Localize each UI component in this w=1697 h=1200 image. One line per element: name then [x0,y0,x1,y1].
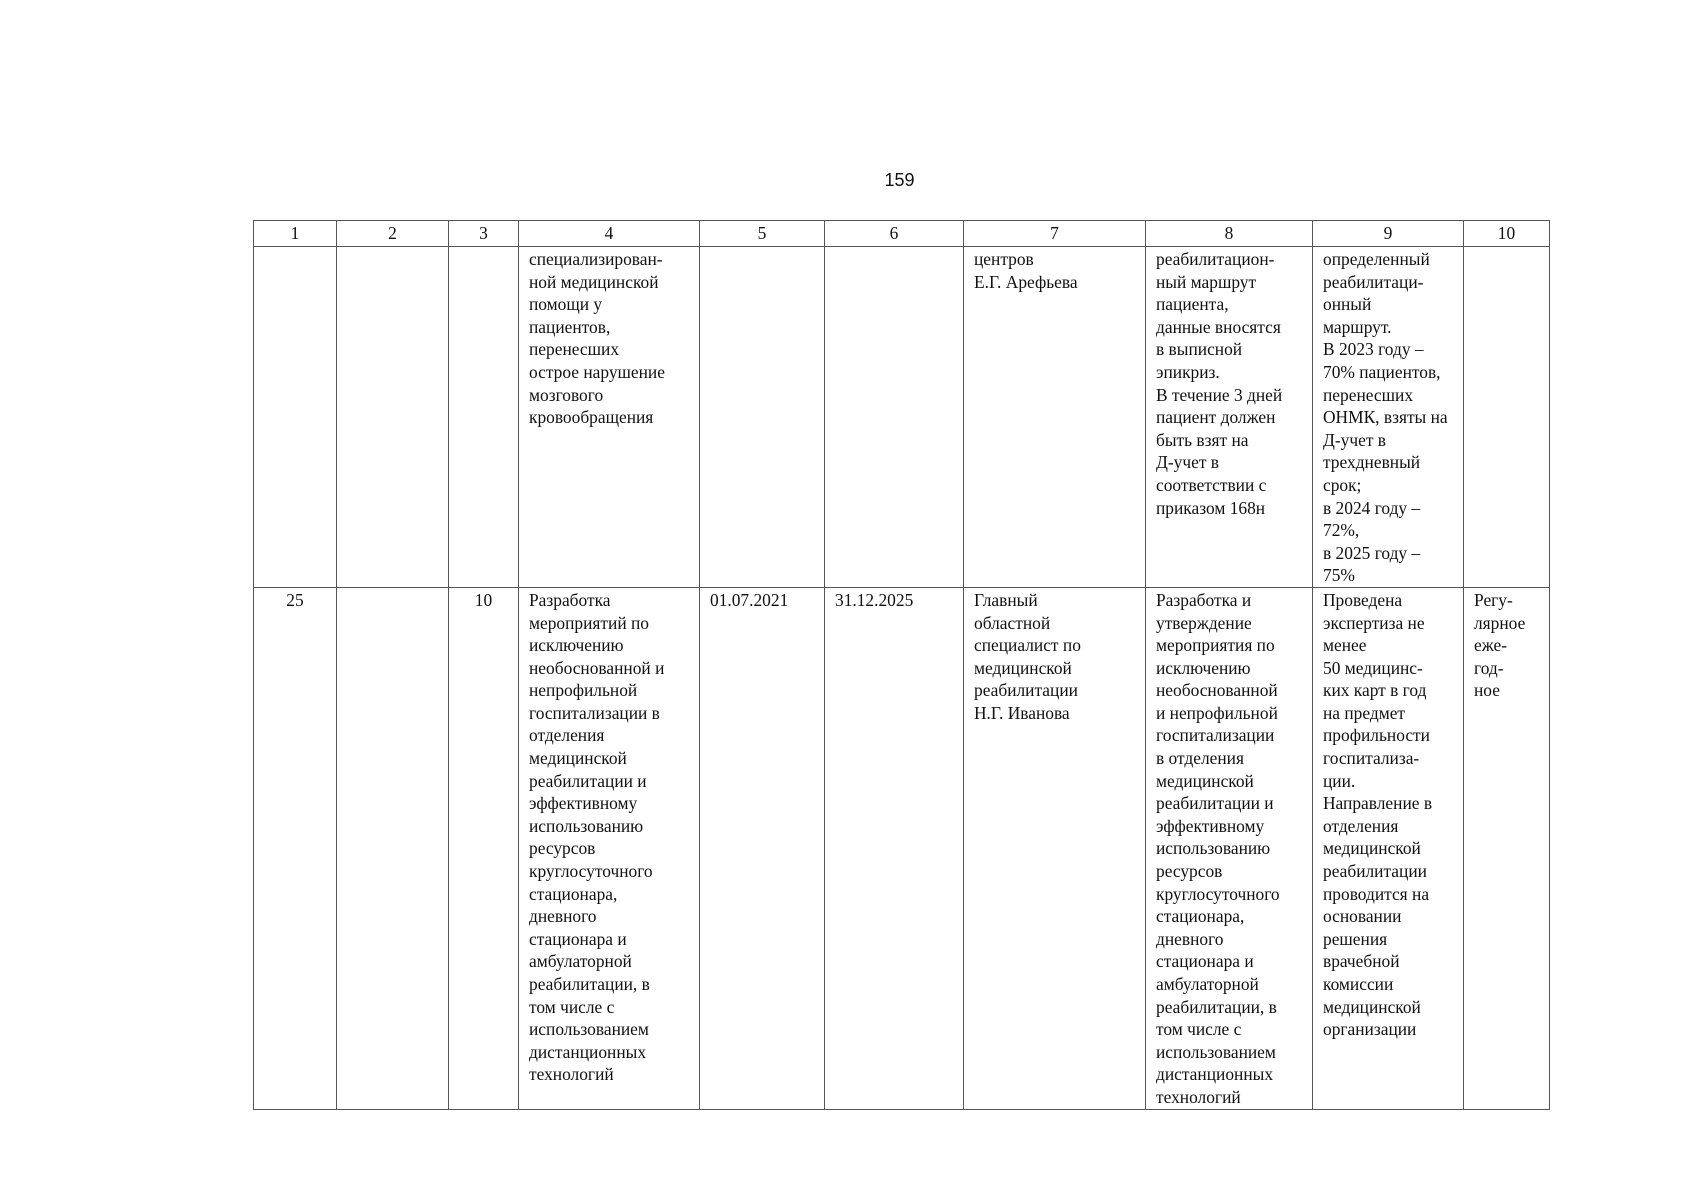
cell-text-line: данные вносятся [1156,316,1281,337]
cell-text-line: кровообращения [529,407,654,428]
cell-text-line: комиссии [1323,974,1394,994]
cell-text-line: ное [1474,680,1500,701]
cell-text-line: ресурсов [529,838,596,859]
cell-text-line: Регу- [1474,589,1513,610]
cell-text-line: госпитализа- [1323,748,1420,769]
column-number-cell: 2 [337,221,449,247]
cell-text-line: реабилитации, в [529,974,650,994]
cell-text-line: еже- [1474,635,1508,656]
table-cell-col-8 [1146,587,1313,1109]
cell-text-line: пациента, [1156,294,1229,315]
cell-text-line: необоснованной [1156,680,1278,701]
cell-text-line: перенесших [1323,384,1414,405]
cell-text-line: отделения [1323,815,1399,836]
cell-text-line: 31.12.2025 [835,589,914,610]
cell-text-line: острое нарушение [529,361,665,382]
cell-text-line: круглосуточного [1156,883,1280,904]
cell-text-line: маршрут. [1323,316,1392,337]
cell-text-line: в 2025 году – [1323,542,1421,563]
table-cell-col-3 [449,247,519,588]
column-number-cell: 5 [700,221,825,247]
cell-text-line: 72%, [1323,520,1360,541]
cell-text-line: необоснованной и [529,657,665,678]
cell-text-line: Главный [974,589,1038,610]
cell-text-line: основании [1323,906,1402,927]
cell-text-line: технологий [1156,1086,1241,1107]
cell-text-line: стационара и [529,928,627,949]
cell-text-line: медицинской [1323,996,1421,1017]
cell-text-line: госпитализации [1156,725,1275,746]
cell-text-line: реабилитации и [529,770,647,791]
cell-text-line: В течение 3 дней [1156,384,1283,405]
cell-text-line: определенный [1323,249,1430,269]
column-number-cell: 10 [1464,221,1550,247]
cell-text-line: Д-учет в [1156,452,1219,473]
cell-text-line: В 2023 году – [1323,339,1424,360]
cell-text-line: использованию [529,815,644,836]
column-number-cell: 4 [519,221,700,247]
cell-text-line: ной медицинской [529,271,659,292]
cell-text-line: стационара, [529,883,618,904]
cell-text-line: медицинской [529,748,627,769]
cell-text-line: том числе с [1156,1019,1242,1040]
cell-text-line: пациент должен [1156,407,1276,428]
cell-text-line: мероприятий по [529,612,649,633]
cell-text-line: профильности [1323,725,1430,746]
table-cell-col-8 [1146,247,1313,588]
cell-text-line: непрофильной [529,680,638,701]
cell-text-line: экспертиза не [1323,612,1425,633]
table-cell-col-9 [1313,587,1464,1109]
cell-text-line: Разработка [529,589,611,610]
table-cell-col-5 [700,247,825,588]
cell-text-line: организации [1323,1019,1417,1040]
table-cell-col-7 [964,247,1146,588]
table-cell-col-2 [337,247,449,588]
cell-text-line: решения [1323,928,1388,949]
cell-text-line: медицинской [974,657,1072,678]
cell-text-line: 70% пациентов, [1323,361,1441,382]
cell-text-line: исключению [529,635,624,656]
cell-text-line: дневного [1156,928,1224,949]
cell-text-line: технологий [529,1064,614,1085]
cell-text-line: врачебной [1323,951,1400,972]
cell-text-line: 10 [474,589,493,610]
cell-text-line: реабилитации и [1156,793,1274,814]
cell-text-line: и непрофильной [1156,702,1278,723]
cell-text-line: быть взят на [1156,429,1249,450]
column-number-row [254,221,1550,247]
column-number-cell: 8 [1146,221,1313,247]
table-cell-col-10 [1464,587,1550,1109]
cell-text-line: дневного [529,906,597,927]
cell-text-line: ции. [1323,770,1356,791]
cell-text-line: утверждение [1156,612,1252,633]
cell-text-line: трехдневный [1323,452,1421,473]
cell-text-line: онный [1323,294,1372,315]
cell-text-line: амбулаторной [529,951,632,972]
cell-text-line: использованию [1156,838,1271,859]
cell-text-line: 25 [286,589,304,610]
cell-text-line: срок; [1323,474,1362,495]
cell-text-line: пациентов, [529,316,611,337]
column-number-cell: 1 [254,221,337,247]
cell-text-line: областной [974,612,1051,633]
cell-text-line: мозгового [529,384,604,405]
column-number-cell: 7 [964,221,1146,247]
cell-text-line: эффективному [529,793,638,814]
cell-text-line: лярное [1474,612,1526,633]
cell-text-line: ный маршрут [1156,271,1257,292]
table-cell-col-1 [254,587,337,1109]
cell-text-line: эффективному [1156,815,1265,836]
cell-text-line: медицинской [1156,770,1254,791]
cell-text-line: помощи у [529,294,603,315]
cell-text-line: на предмет [1323,702,1406,723]
cell-text-line: реабилитацион- [1156,249,1275,269]
table-row [254,587,1550,1109]
cell-text-line: ресурсов [1156,861,1223,882]
cell-text-line: дистанционных [1156,1064,1274,1085]
table-cell-col-6 [825,587,964,1109]
cell-text-line: год- [1474,657,1504,678]
table-cell-col-5 [700,587,825,1109]
plan-table [253,220,1550,1110]
cell-text-line: использованием [529,1019,649,1040]
cell-text-line: амбулаторной [1156,974,1259,994]
cell-text-line: ОНМК, взяты на [1323,407,1448,428]
cell-text-line: специализирован- [529,249,663,269]
cell-text-line: том числе с [529,996,615,1017]
cell-text-line: медицинской [1323,838,1421,859]
table-cell-col-3 [449,587,519,1109]
table-cell-col-10 [1464,247,1550,588]
cell-text-line: исключению [1156,657,1251,678]
table-cell-col-1 [254,247,337,588]
page-number: 159 [884,170,915,190]
table-cell-col-6 [825,247,964,588]
cell-text-line: центров [974,249,1034,269]
cell-text-line: стационара, [1156,906,1245,927]
cell-text-line: перенесших [529,339,620,360]
cell-text-line: дистанционных [529,1041,647,1062]
cell-text-line: в выписной [1156,339,1243,360]
cell-text-line: круглосуточного [529,861,653,882]
cell-text-line: реабилитации, в [1156,996,1277,1017]
cell-text-line: Е.Г. Арефьева [974,271,1078,292]
cell-text-line: реабилитации [1323,861,1427,882]
column-number-cell: 3 [449,221,519,247]
cell-text-line: соответствии с [1156,474,1267,495]
cell-text-line: Н.Г. Иванова [974,702,1070,723]
cell-text-line: использованием [1156,1041,1276,1062]
cell-text-line: в отделения [1156,748,1244,769]
table-cell-col-4 [519,247,700,588]
cell-text-line: менее [1323,635,1367,656]
cell-text-line: мероприятия по [1156,635,1275,656]
table-cell-col-2 [337,587,449,1109]
table-cell-col-7 [964,587,1146,1109]
cell-text-line: реабилитации [974,680,1078,701]
cell-text-line: госпитализации в [529,702,660,723]
cell-text-line: отделения [529,725,605,746]
cell-text-line: Направление в [1323,793,1433,814]
cell-text-line: ких карт в год [1323,680,1427,701]
cell-text-line: стационара и [1156,951,1254,972]
cell-text-line: Разработка и [1156,589,1252,610]
column-number-cell: 9 [1313,221,1464,247]
cell-text-line: 01.07.2021 [710,589,789,610]
cell-text-line: Д-учет в [1323,429,1386,450]
cell-text-line: реабилитаци- [1323,271,1424,292]
cell-text-line: 50 медицинс- [1323,657,1423,678]
cell-text-line: Проведена [1323,589,1403,610]
cell-text-line: специалист по [974,635,1081,656]
cell-text-line: приказом 168н [1156,497,1266,518]
cell-text-line: 75% [1323,565,1355,586]
table-cell-col-4 [519,587,700,1109]
table-row [254,247,1550,588]
cell-text-line: эпикриз. [1156,361,1220,382]
column-number-cell: 6 [825,221,964,247]
cell-text-line: проводится на [1323,883,1430,904]
cell-text-line: в 2024 году – [1323,497,1421,518]
table-cell-col-9 [1313,247,1464,588]
